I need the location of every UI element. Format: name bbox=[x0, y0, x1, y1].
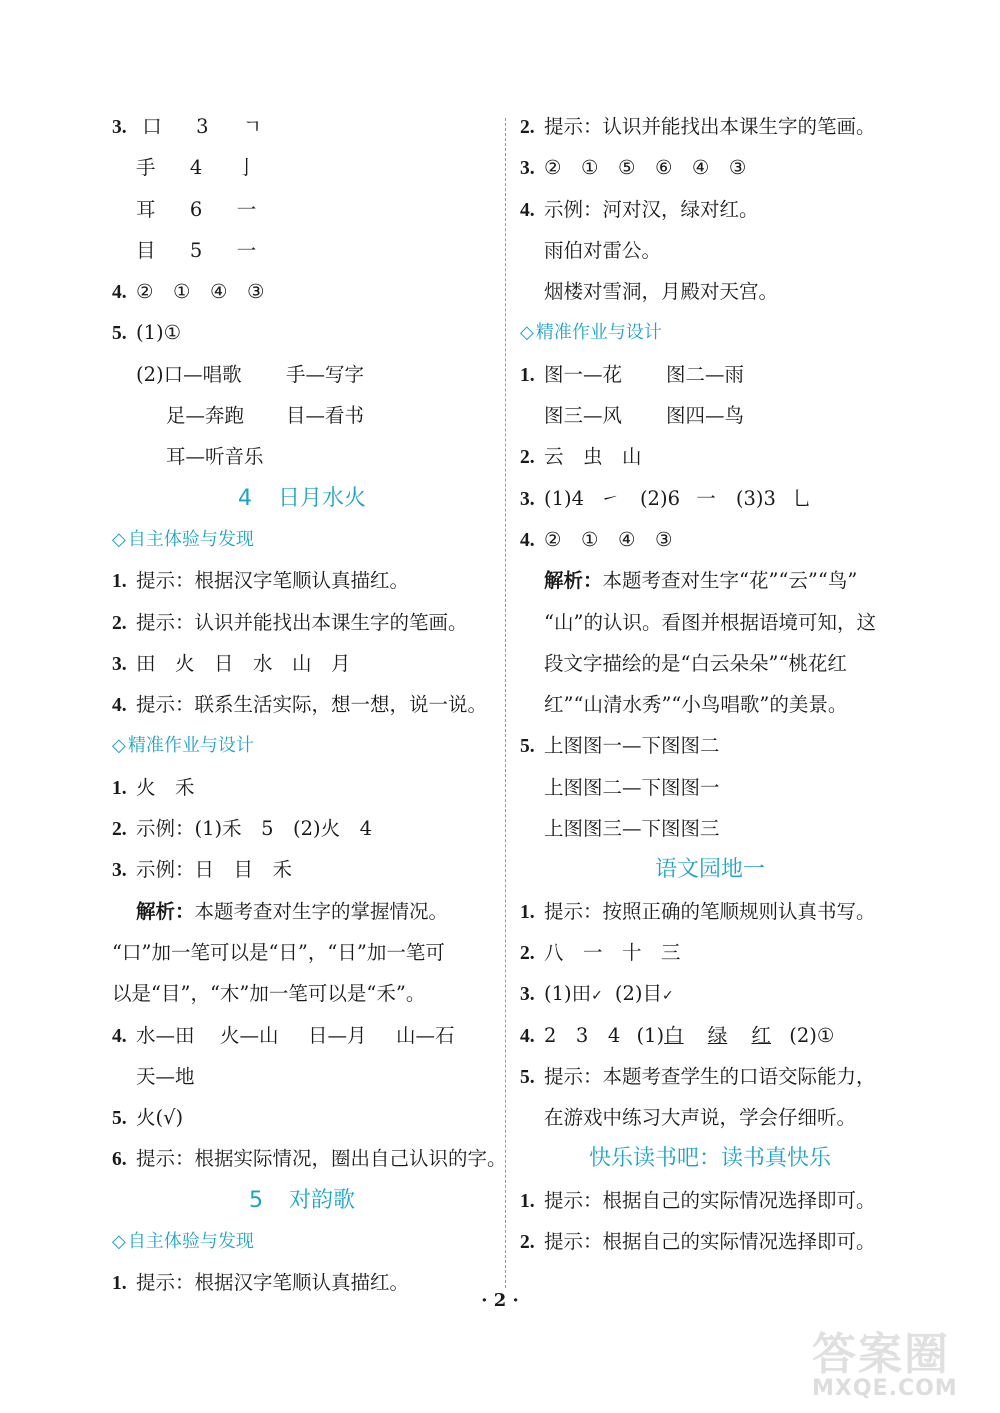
answer-text: 火(√) bbox=[136, 1106, 184, 1130]
section-title: 自主体验与发现 bbox=[127, 1231, 254, 1253]
answer-text: 示例：河对汉，绿对红。 bbox=[544, 197, 759, 221]
section-heading bbox=[112, 725, 492, 766]
answer-text: 日—月 bbox=[308, 1023, 367, 1047]
answer-text: 提示：根据实际情况，圈出自己认识的字。 bbox=[136, 1147, 507, 1171]
answer-row bbox=[112, 271, 492, 312]
answer-text: 图三—风 bbox=[544, 404, 623, 428]
question-number: 1. bbox=[112, 777, 127, 799]
answer-row bbox=[112, 312, 492, 353]
answer-text: 在游戏中练习大声说，学会仔细听。 bbox=[544, 1106, 857, 1130]
question-number: 4. bbox=[520, 199, 535, 221]
question-number: 3. bbox=[520, 984, 535, 1006]
answer-row bbox=[520, 147, 900, 188]
analysis-text: 本题考查对生字的掌握情况。 bbox=[194, 899, 449, 923]
answer-text: 图一—花 bbox=[544, 362, 623, 386]
answer-row bbox=[520, 891, 900, 932]
answer-row bbox=[520, 1015, 900, 1056]
answer-text: ② ① ④ ③ bbox=[136, 280, 265, 304]
answer-text: 足—奔跑 bbox=[166, 404, 245, 428]
stroke-count: 4 bbox=[189, 156, 203, 180]
answer-text: ② ① ⑤ ⑥ ④ ③ bbox=[544, 156, 747, 180]
question-number: 3. bbox=[112, 117, 127, 138]
question-number: 3. bbox=[520, 488, 535, 510]
section-heading bbox=[112, 1221, 492, 1262]
question-number: 4. bbox=[112, 695, 127, 717]
analysis-text: 以是“目”，“木”加一笔可以是“禾”。 bbox=[112, 982, 426, 1006]
diamond-icon: ◇ bbox=[112, 1231, 126, 1253]
answer-text: 示例：日 目 禾 bbox=[136, 858, 293, 882]
answer-text: 天—地 bbox=[136, 1064, 195, 1088]
answer-row bbox=[520, 271, 900, 312]
stroke-shape: ㄱ bbox=[242, 115, 262, 138]
diamond-icon: ◇ bbox=[112, 735, 126, 757]
question-number: 4. bbox=[520, 1025, 535, 1047]
answer-text: (2) bbox=[614, 982, 643, 1006]
answer-text: 耳—听音乐 bbox=[166, 445, 264, 469]
answer-row bbox=[520, 725, 900, 766]
analysis-line bbox=[520, 560, 900, 601]
question-number: 2. bbox=[112, 612, 127, 634]
answer-text: 提示：按照正确的笔顺规则认真书写。 bbox=[544, 899, 876, 923]
analysis-line bbox=[520, 643, 900, 684]
question-number: 2. bbox=[520, 447, 535, 469]
answer-row bbox=[520, 395, 900, 436]
answer-text: 目 bbox=[642, 982, 663, 1006]
analysis-line bbox=[520, 602, 900, 643]
answer-text: 雨伯对雷公。 bbox=[544, 238, 662, 262]
analysis-text: “口”加一笔可以是“日”，“日”加一笔可 bbox=[112, 940, 445, 964]
answer-text: (2)口—唱歌 bbox=[136, 362, 242, 386]
answer-text: 手—写字 bbox=[286, 362, 365, 386]
answer-row bbox=[112, 1056, 492, 1097]
answer-text: 山—石 bbox=[396, 1023, 455, 1047]
stroke-shape: ㇀ bbox=[600, 486, 620, 510]
answer-text: 提示：根据自己的实际情况选择即可。 bbox=[544, 1230, 876, 1254]
answer-row bbox=[112, 147, 492, 188]
lesson-title bbox=[112, 1180, 492, 1221]
answer-text: ② ① ④ ③ bbox=[544, 527, 673, 551]
unit-name: 语文园地一 bbox=[654, 857, 765, 883]
page-number: · 2 · bbox=[481, 1290, 519, 1311]
section-heading bbox=[112, 519, 492, 560]
answer-row bbox=[520, 519, 900, 560]
answer-row bbox=[112, 602, 492, 643]
answer-text: (3)3 bbox=[735, 486, 776, 510]
watermark-url: MXQE.COM bbox=[812, 1376, 958, 1401]
question-number: 5. bbox=[520, 1066, 535, 1088]
answer-text: 提示：根据汉字笔顺认真描红。 bbox=[136, 569, 410, 593]
question-number: 3. bbox=[112, 860, 127, 882]
answer-text: (2)① bbox=[789, 1023, 835, 1047]
unit-name: 快乐读书吧：读书真快乐 bbox=[588, 1146, 831, 1172]
answer-text: (1) bbox=[636, 1023, 665, 1047]
answer-row bbox=[112, 1138, 507, 1179]
answer-text: 八 一 十 三 bbox=[544, 940, 681, 964]
question-number: 1. bbox=[520, 1190, 535, 1212]
question-number: 1. bbox=[112, 571, 127, 593]
answer-text: 火—山 bbox=[220, 1023, 279, 1047]
watermark-text: 答案圈 bbox=[812, 1329, 950, 1380]
answer-text: 提示：根据汉字笔顺认真描红。 bbox=[136, 1271, 410, 1295]
answer-text: 烟楼对雪洞，月殿对天宫。 bbox=[544, 280, 779, 304]
answer-row bbox=[520, 932, 900, 973]
answer-text: (1) bbox=[544, 982, 572, 1006]
answer-row bbox=[520, 1221, 900, 1262]
analysis-label: 解析： bbox=[544, 569, 603, 593]
answer-text: 2 3 4 bbox=[544, 1023, 621, 1047]
answer-text: (2)6 bbox=[639, 486, 680, 510]
question-number: 6. bbox=[112, 1149, 127, 1171]
answer-row bbox=[520, 354, 900, 395]
section-title: 自主体验与发现 bbox=[127, 528, 254, 550]
underlined-char: 白 bbox=[664, 1023, 684, 1047]
answer-row bbox=[520, 106, 900, 147]
char: 耳 bbox=[136, 197, 156, 221]
stroke-shape: 一 bbox=[696, 486, 716, 510]
analysis-line bbox=[112, 932, 492, 973]
answer-text: (1)4 bbox=[544, 486, 585, 510]
answer-row bbox=[112, 849, 492, 890]
right-column bbox=[520, 106, 900, 1262]
answer-row bbox=[112, 436, 492, 477]
left-column bbox=[112, 106, 507, 1304]
stroke-shape: 一 bbox=[236, 238, 257, 262]
question-number: 3. bbox=[112, 653, 127, 675]
diamond-icon: ◇ bbox=[520, 322, 534, 344]
answer-text: 上图图二—下图图一 bbox=[544, 775, 720, 799]
answer-row bbox=[112, 189, 492, 230]
answer-row bbox=[520, 436, 900, 477]
question-number: 2. bbox=[520, 117, 535, 138]
answer-row bbox=[112, 767, 492, 808]
answer-text: 图四—鸟 bbox=[666, 404, 745, 428]
question-number: 5. bbox=[520, 736, 535, 758]
unit-title bbox=[520, 849, 900, 890]
answer-text: 提示：认识并能找出本课生字的笔画。 bbox=[136, 610, 468, 634]
stroke-shape: 乚 bbox=[792, 486, 812, 510]
lesson-name: 对韵歌 bbox=[288, 1187, 355, 1213]
answer-row bbox=[112, 684, 492, 725]
answer-row bbox=[112, 106, 492, 147]
diamond-icon: ◇ bbox=[112, 528, 126, 550]
watermark-logo bbox=[812, 1318, 992, 1406]
answer-row bbox=[520, 973, 900, 1014]
question-number: 1. bbox=[520, 364, 535, 386]
lesson-name: 日月水火 bbox=[277, 485, 366, 511]
answer-text: 火 禾 bbox=[136, 775, 195, 799]
stroke-count: 3 bbox=[196, 115, 209, 138]
char: 口 bbox=[142, 115, 162, 138]
underlined-char: 红 bbox=[751, 1023, 772, 1047]
analysis-text: “山”的认识。看图并根据语境可知，这 bbox=[544, 610, 876, 634]
check-mark-icon: ✓ bbox=[591, 988, 603, 1005]
answer-text: 田 火 日 水 山 月 bbox=[136, 651, 351, 675]
question-number: 5. bbox=[112, 323, 127, 345]
analysis-label: 解析： bbox=[136, 899, 195, 923]
analysis-line bbox=[112, 891, 492, 932]
answer-text: 图二—雨 bbox=[666, 362, 745, 386]
stroke-shape: 一 bbox=[236, 197, 257, 221]
answer-row bbox=[520, 1180, 900, 1221]
answer-text: 目—看书 bbox=[286, 404, 365, 428]
answer-text: 云 虫 山 bbox=[544, 445, 642, 469]
answer-text: 上图图一—下图图二 bbox=[544, 734, 720, 758]
question-number: 2. bbox=[112, 819, 127, 841]
question-number: 4. bbox=[520, 529, 535, 551]
answer-row bbox=[112, 230, 492, 271]
answer-row bbox=[520, 1097, 900, 1138]
answer-text: 提示：联系生活实际，想一想，说一说。 bbox=[136, 693, 488, 717]
stroke-count: 6 bbox=[189, 197, 203, 221]
answer-row bbox=[112, 1097, 492, 1138]
lesson-number: 4 bbox=[237, 485, 252, 511]
section-heading bbox=[520, 312, 900, 353]
answer-row bbox=[520, 478, 900, 519]
char: 目 bbox=[136, 238, 156, 262]
answer-row bbox=[112, 395, 492, 436]
answer-row bbox=[112, 643, 492, 684]
section-title: 精准作业与设计 bbox=[127, 735, 254, 757]
lesson-title bbox=[112, 478, 492, 519]
question-number: 4. bbox=[112, 282, 127, 304]
section-title: 精准作业与设计 bbox=[535, 322, 662, 344]
stroke-shape: 亅 bbox=[236, 156, 257, 180]
unit-title bbox=[520, 1138, 900, 1179]
answer-text: 上图图三—下图图三 bbox=[544, 817, 720, 841]
answer-text: 示例：(1)禾 5 (2)火 4 bbox=[136, 817, 373, 841]
answer-text: 提示：本题考查学生的口语交际能力， bbox=[544, 1064, 876, 1088]
question-number: 2. bbox=[520, 942, 535, 964]
answer-row bbox=[520, 767, 900, 808]
lesson-number: 5 bbox=[248, 1187, 263, 1213]
answer-row bbox=[112, 808, 492, 849]
column-divider bbox=[505, 118, 506, 1288]
question-number: 5. bbox=[112, 1108, 127, 1130]
analysis-line bbox=[112, 973, 492, 1014]
stroke-count: 5 bbox=[189, 238, 203, 262]
answer-text: 提示：根据自己的实际情况选择即可。 bbox=[544, 1188, 876, 1212]
answer-text: 提示：认识并能找出本课生字的笔画。 bbox=[544, 115, 876, 138]
underlined-char: 绿 bbox=[707, 1023, 728, 1047]
question-number: 2. bbox=[520, 1232, 535, 1254]
question-number: 1. bbox=[112, 1273, 127, 1295]
analysis-text: 段文字描绘的是“白云朵朵”“桃花红 bbox=[544, 651, 847, 675]
question-number: 1. bbox=[520, 901, 535, 923]
answer-row bbox=[520, 189, 900, 230]
answer-row bbox=[520, 230, 900, 271]
answer-row bbox=[112, 354, 492, 395]
answer-text: 水—田 bbox=[136, 1023, 195, 1047]
char: 手 bbox=[136, 156, 156, 180]
answer-row bbox=[112, 560, 492, 601]
question-number: 4. bbox=[112, 1025, 127, 1047]
answer-row bbox=[520, 808, 900, 849]
check-mark-icon: ✓ bbox=[662, 988, 674, 1005]
answer-row bbox=[112, 1015, 492, 1056]
analysis-line bbox=[520, 684, 900, 725]
question-number: 3. bbox=[520, 158, 535, 180]
answer-text: 田 bbox=[571, 982, 592, 1006]
analysis-text: 本题考查对生字“花”“云”“鸟” bbox=[602, 569, 858, 593]
analysis-text: 红”“山清水秀”“小鸟唱歌”的美景。 bbox=[544, 693, 848, 717]
answer-text: (1)① bbox=[136, 321, 182, 345]
answer-row bbox=[520, 1056, 900, 1097]
